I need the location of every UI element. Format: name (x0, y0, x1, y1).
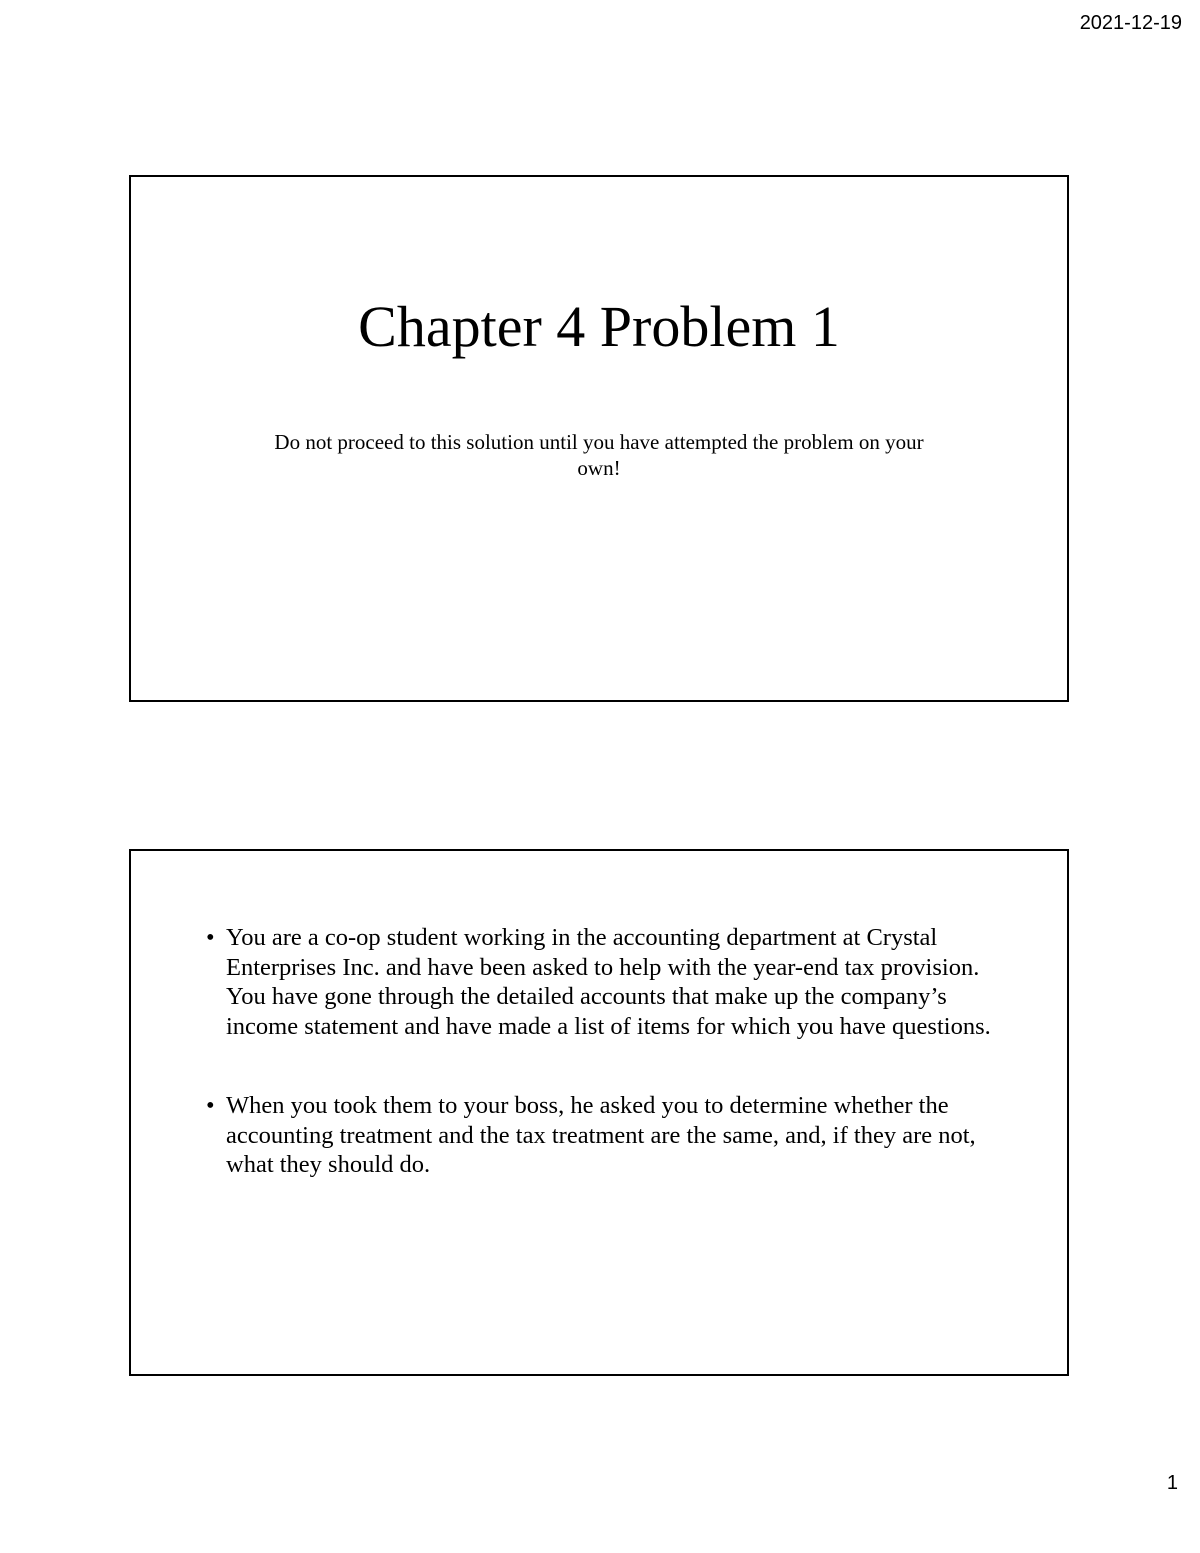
slide-subtitle: Do not proceed to this solution until you have attempted the problem on your own! (274, 430, 924, 480)
slide-title: Chapter 4 Problem 1 (358, 294, 840, 359)
slide-1 (129, 175, 1069, 702)
bullet-text: You are a co-op student working in the accounting department at Crystal Enterprises Inc. and have been asked to help with the year-end tax provision. You have gone through the detailed accounts that make up the company’s income statement and have made a list of items for which you have questions. (226, 924, 991, 1040)
bullet-icon: • (206, 924, 215, 951)
slide-2 (129, 849, 1069, 1376)
bullet-icon: • (206, 1092, 215, 1119)
page-date: 2021-12-19 (1079, 12, 1182, 34)
bullet-item (206, 1091, 1007, 1180)
page-number: 1 (1166, 1472, 1178, 1494)
bullet-text: When you took them to your boss, he asked you to determine whether the accounting treatment and the tax treatment are the same, and, if they are not, what they should do. (226, 1092, 976, 1178)
bullet-list (206, 923, 1007, 1230)
bullet-item (206, 923, 1007, 1041)
